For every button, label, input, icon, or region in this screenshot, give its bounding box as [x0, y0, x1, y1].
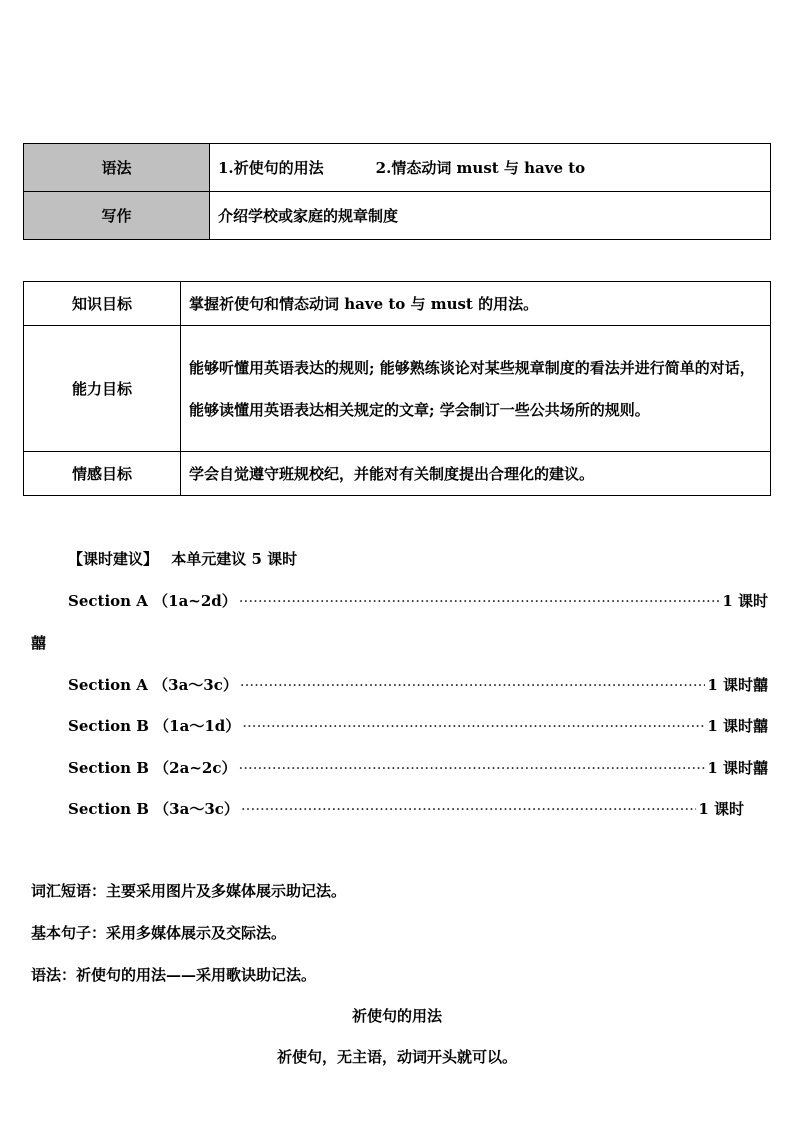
leader-dots [240, 676, 705, 694]
row-label: 能力目标 [24, 326, 181, 452]
schedule-extra: 囍 [752, 717, 768, 735]
grammar-item-2: 2.情态动词 must 与 have to [375, 159, 586, 177]
leader-dots [238, 759, 705, 777]
schedule-hours: 1 课时 [707, 759, 753, 777]
poem-line: 祈使句，无主语，动词开头就可以。 [276, 1048, 517, 1066]
row-label: 语法 [24, 144, 210, 192]
leader-dots [241, 800, 696, 818]
row-label: 写作 [24, 192, 210, 240]
poem-title: 祈使句的用法 [351, 1007, 442, 1025]
schedule-item [68, 798, 744, 819]
objectives-table [23, 281, 771, 496]
grammar-writing-table [23, 143, 771, 240]
table-row [24, 144, 771, 192]
lesson-suggestion [68, 548, 297, 569]
row-label: 情感目标 [24, 452, 181, 496]
schedule-hours: 1 课时 [707, 717, 753, 735]
grammar-item-1: 1.祈使句的用法 [218, 159, 324, 177]
row-content: 介绍学校或家庭的规章制度 [210, 192, 771, 240]
schedule-extra: 囍 [752, 676, 768, 694]
schedule-section: Section B （3a～3c） [68, 800, 239, 818]
row-content [210, 144, 771, 192]
row-content: 能够听懂用英语表达的规则; 能够熟练谈论对某些规章制度的看法并进行简单的对话，能够读懂用英语表达相关规定的文章; 学会制订一些公共场所的规则。 [181, 326, 771, 452]
schedule-item [68, 590, 768, 611]
schedule-section: Section B （1a～1d） [68, 717, 241, 735]
leader-dots [242, 717, 705, 735]
leader-dots [239, 592, 721, 610]
method-line: 词汇短语：主要采用图片及多媒体展示助记法。 [31, 882, 347, 900]
suggestion-bracket: 【课时建议】 [68, 550, 159, 568]
method-line: 语法：祈使句的用法——采用歌诀助记法。 [31, 966, 317, 984]
schedule-item [68, 715, 768, 736]
method-line: 基本句子：采用多媒体展示及交际法。 [31, 924, 287, 942]
schedule-hours: 1 课时 [707, 676, 753, 694]
schedule-section: Section A （1a~2d） [68, 592, 237, 610]
row-label: 知识目标 [24, 282, 181, 326]
schedule-item [68, 674, 768, 695]
table-row [24, 282, 771, 326]
schedule-hours: 1 课时 [722, 592, 768, 610]
table-row [24, 326, 771, 452]
row-content: 学会自觉遵守班规校纪，并能对有关制度提出合理化的建议。 [181, 452, 771, 496]
schedule-wrap-glyph: 囍 [31, 634, 47, 652]
schedule-extra: 囍 [752, 759, 768, 777]
schedule-hours: 1 课时 [698, 800, 744, 818]
table-row [24, 452, 771, 496]
row-content: 掌握祈使句和情态动词 have to 与 must 的用法。 [181, 282, 771, 326]
table-row [24, 192, 771, 240]
schedule-section: Section A （3a～3c） [68, 676, 238, 694]
suggestion-text: 本单元建议 5 课时 [171, 550, 298, 568]
schedule-section: Section B （2a~2c） [68, 759, 237, 777]
schedule-item [68, 757, 768, 778]
